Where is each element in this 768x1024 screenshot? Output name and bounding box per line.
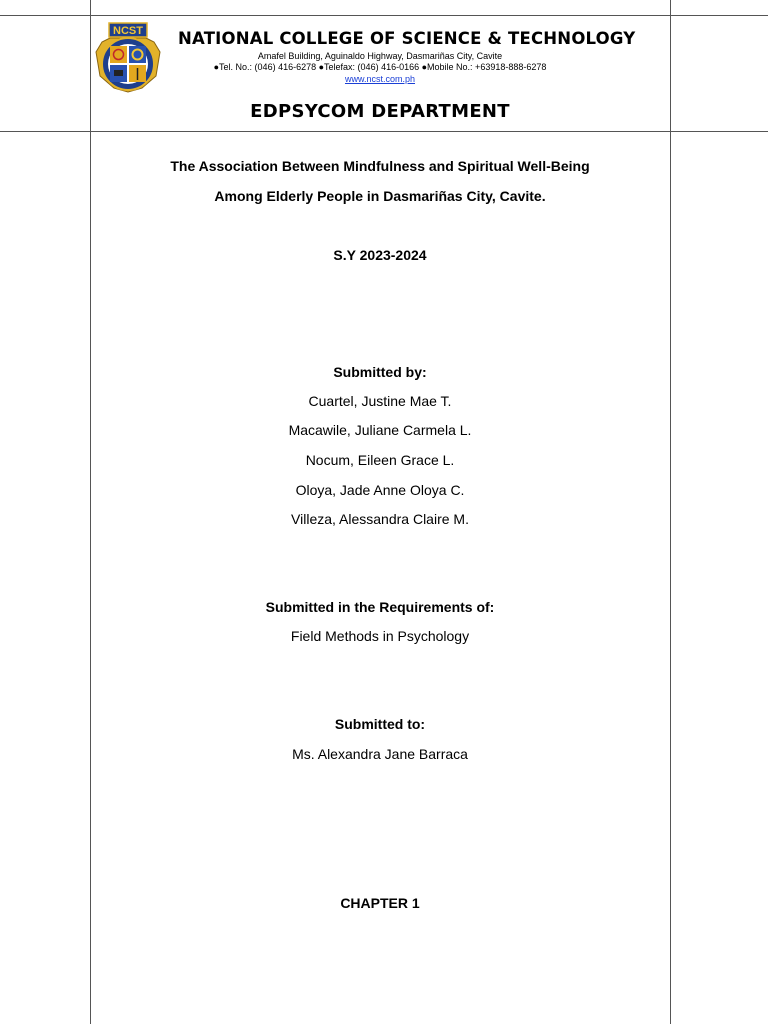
research-title-line-1: The Association Between Mindfulness and Spiritual Well-Being	[170, 158, 590, 174]
college-address: Amafel Building, Aguinaldo Highway, Dasmariñas City, Cavite	[257, 51, 503, 61]
research-title-line-2: Among Elderly People in Dasmariñas City, Cavite.	[214, 188, 546, 204]
header-divider-line	[0, 131, 768, 132]
author-name: Nocum, Eileen Grace L.	[305, 452, 455, 468]
top-rule-line	[0, 15, 768, 16]
course-name: Field Methods in Psychology	[290, 628, 470, 644]
adviser-name: Ms. Alexandra Jane Barraca	[292, 746, 468, 762]
submitted-to-label: Submitted to:	[334, 716, 426, 732]
ncst-logo	[92, 20, 164, 94]
right-margin-line	[670, 0, 671, 1024]
college-website-link[interactable]: www.ncst.com.ph	[344, 74, 416, 84]
requirements-label: Submitted in the Requirements of:	[265, 599, 495, 615]
author-name: Oloya, Jade Anne Oloya C.	[295, 482, 465, 498]
submitted-by-label: Submitted by:	[333, 364, 427, 380]
svg-text:NCST: NCST	[113, 25, 143, 37]
school-year: S.Y 2023-2024	[333, 247, 427, 263]
author-name: Villeza, Alessandra Claire M.	[291, 511, 469, 527]
author-name: Macawile, Juliane Carmela L.	[288, 422, 472, 438]
college-contacts: ●Tel. No.: (046) 416-6278 ●Telefax: (046) 416-0166 ●Mobile No.: +63918-888-6278	[213, 62, 547, 72]
college-name: NATIONAL COLLEGE OF SCIENCE & TECHNOLOGY	[178, 29, 636, 48]
department-heading: EDPSYCOM DEPARTMENT	[250, 101, 510, 122]
chapter-heading: CHAPTER 1	[340, 895, 420, 911]
author-name: Cuartel, Justine Mae T.	[308, 393, 452, 409]
